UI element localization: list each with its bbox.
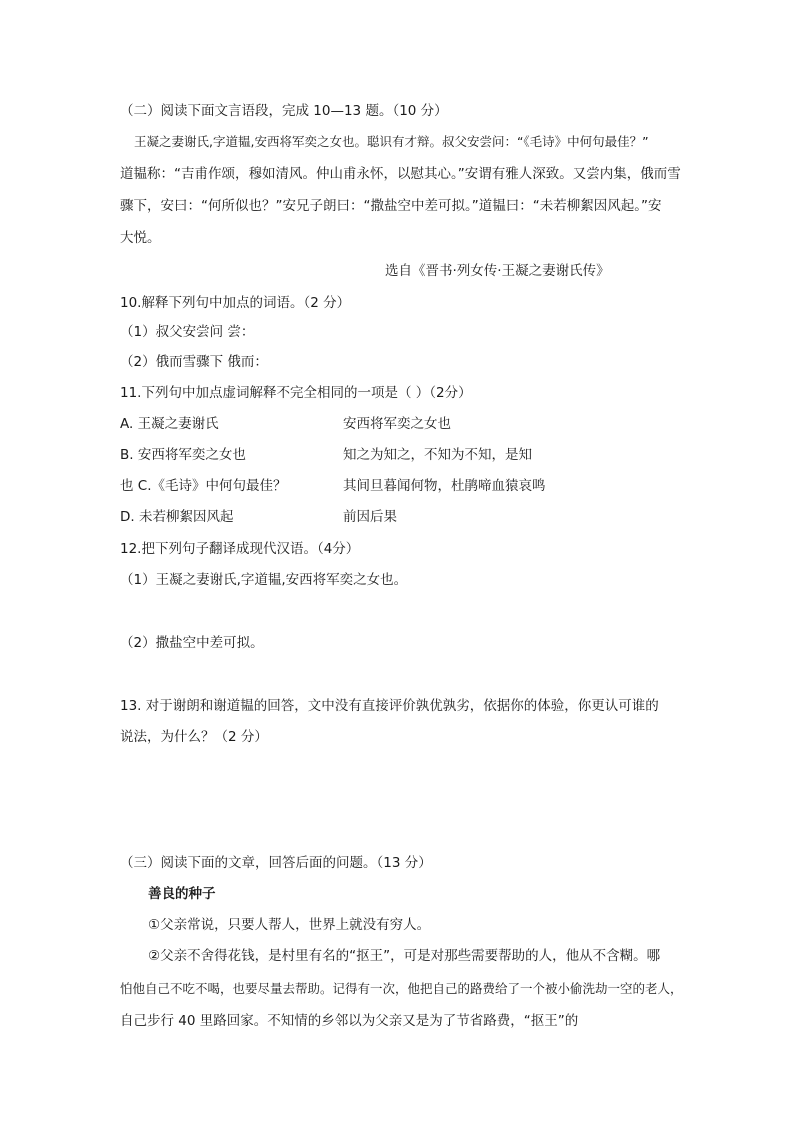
q11-option-b-left: B. 安西将军奕之女也 [120,447,246,463]
passage-line-2: 道韫称：“吉甫作颂，穆如清风。仲山甫永怀，以慰其心。”安谓有雅人深致。又尝内集，俄而雪 [120,166,681,182]
q11-option-d-right: 前因后果 [343,509,397,525]
q11-option-b-right: 知之为知之，不知为不知，是知 [343,447,532,463]
article-paragraph-1: ①父亲常说，只要人帮人，世界上就没有穷人。 [148,917,431,933]
passage-line-1: 王凝之妻谢氏,字道韫,安西将军奕之女也。聪识有才辩。叔父安尝问：“《毛诗》中何句最佳？” [134,134,649,149]
q11-option-a-right: 安西将军奕之女也 [343,416,451,432]
passage-line-3: 骤下，安曰：“何所似也？”安兄子朗曰：“撒盐空中差可拟。”道韫曰：“未若柳絮因风起。”安 [120,198,662,214]
q11-option-c-right: 其间旦暮闻何物，杜鹃啼血猿哀鸣 [343,478,546,494]
q13-stem-line-2: 说法，为什么？（2 分） [120,729,268,745]
q10-item-1: （1）叔父安尝问 尝： [120,324,255,340]
section3-heading: （三）阅读下面的文章，回答后面的问题。（13 分） [120,855,432,871]
article-title: 善良的种子 [148,886,216,902]
article-paragraph-2: ②父亲不舍得花钱，是村里有名的“抠王”，可是对那些需要帮助的人，他从不含糊。哪 [148,948,661,964]
q11-option-d-left: D. 未若柳絮因风起 [120,509,234,525]
q10-item-2: （2）俄而雪骤下 俄而： [120,354,268,370]
q12-item-2: （2）撒盐空中差可拟。 [120,635,264,651]
passage-line-4: 大悦。 [120,230,161,246]
q13-stem-line-1: 13. 对于谢朗和谢道韫的回答，文中没有直接评价孰优孰劣，依据你的体验，你更认可谁的 [120,698,659,714]
section2-heading: （二）阅读下面文言语段，完成 10—13 题。（10 分） [120,103,448,119]
q11-stem: 11.下列句中加点虚词解释不完全相同的一项是（ ）（2分） [120,385,472,401]
article-paragraph-2-cont-1: 怕他自己不吃不喝，也要尽量去帮助。记得有一次，他把自己的路费给了一个被小偷洗劫一空的老人， [120,981,683,996]
q10-stem: 10.解释下列句中加点的词语。（2 分） [120,295,351,311]
q12-item-1: （1）王凝之妻谢氏,字道韫,安西将军奕之女也。 [120,572,408,588]
q11-option-a-left: A. 王凝之妻谢氏 [120,416,219,432]
passage-source: 选自《晋书·列女传·王凝之妻谢氏传》 [385,263,610,279]
q12-stem: 12.把下列句子翻译成现代汉语。（4分） [120,541,360,557]
q11-option-c-left: 也 C.《毛诗》中何句最佳？ [120,478,287,494]
article-paragraph-2-cont-2: 自己步行 40 里路回家。不知情的乡邻以为父亲又是为了节省路费，“抠王”的 [120,1013,579,1029]
